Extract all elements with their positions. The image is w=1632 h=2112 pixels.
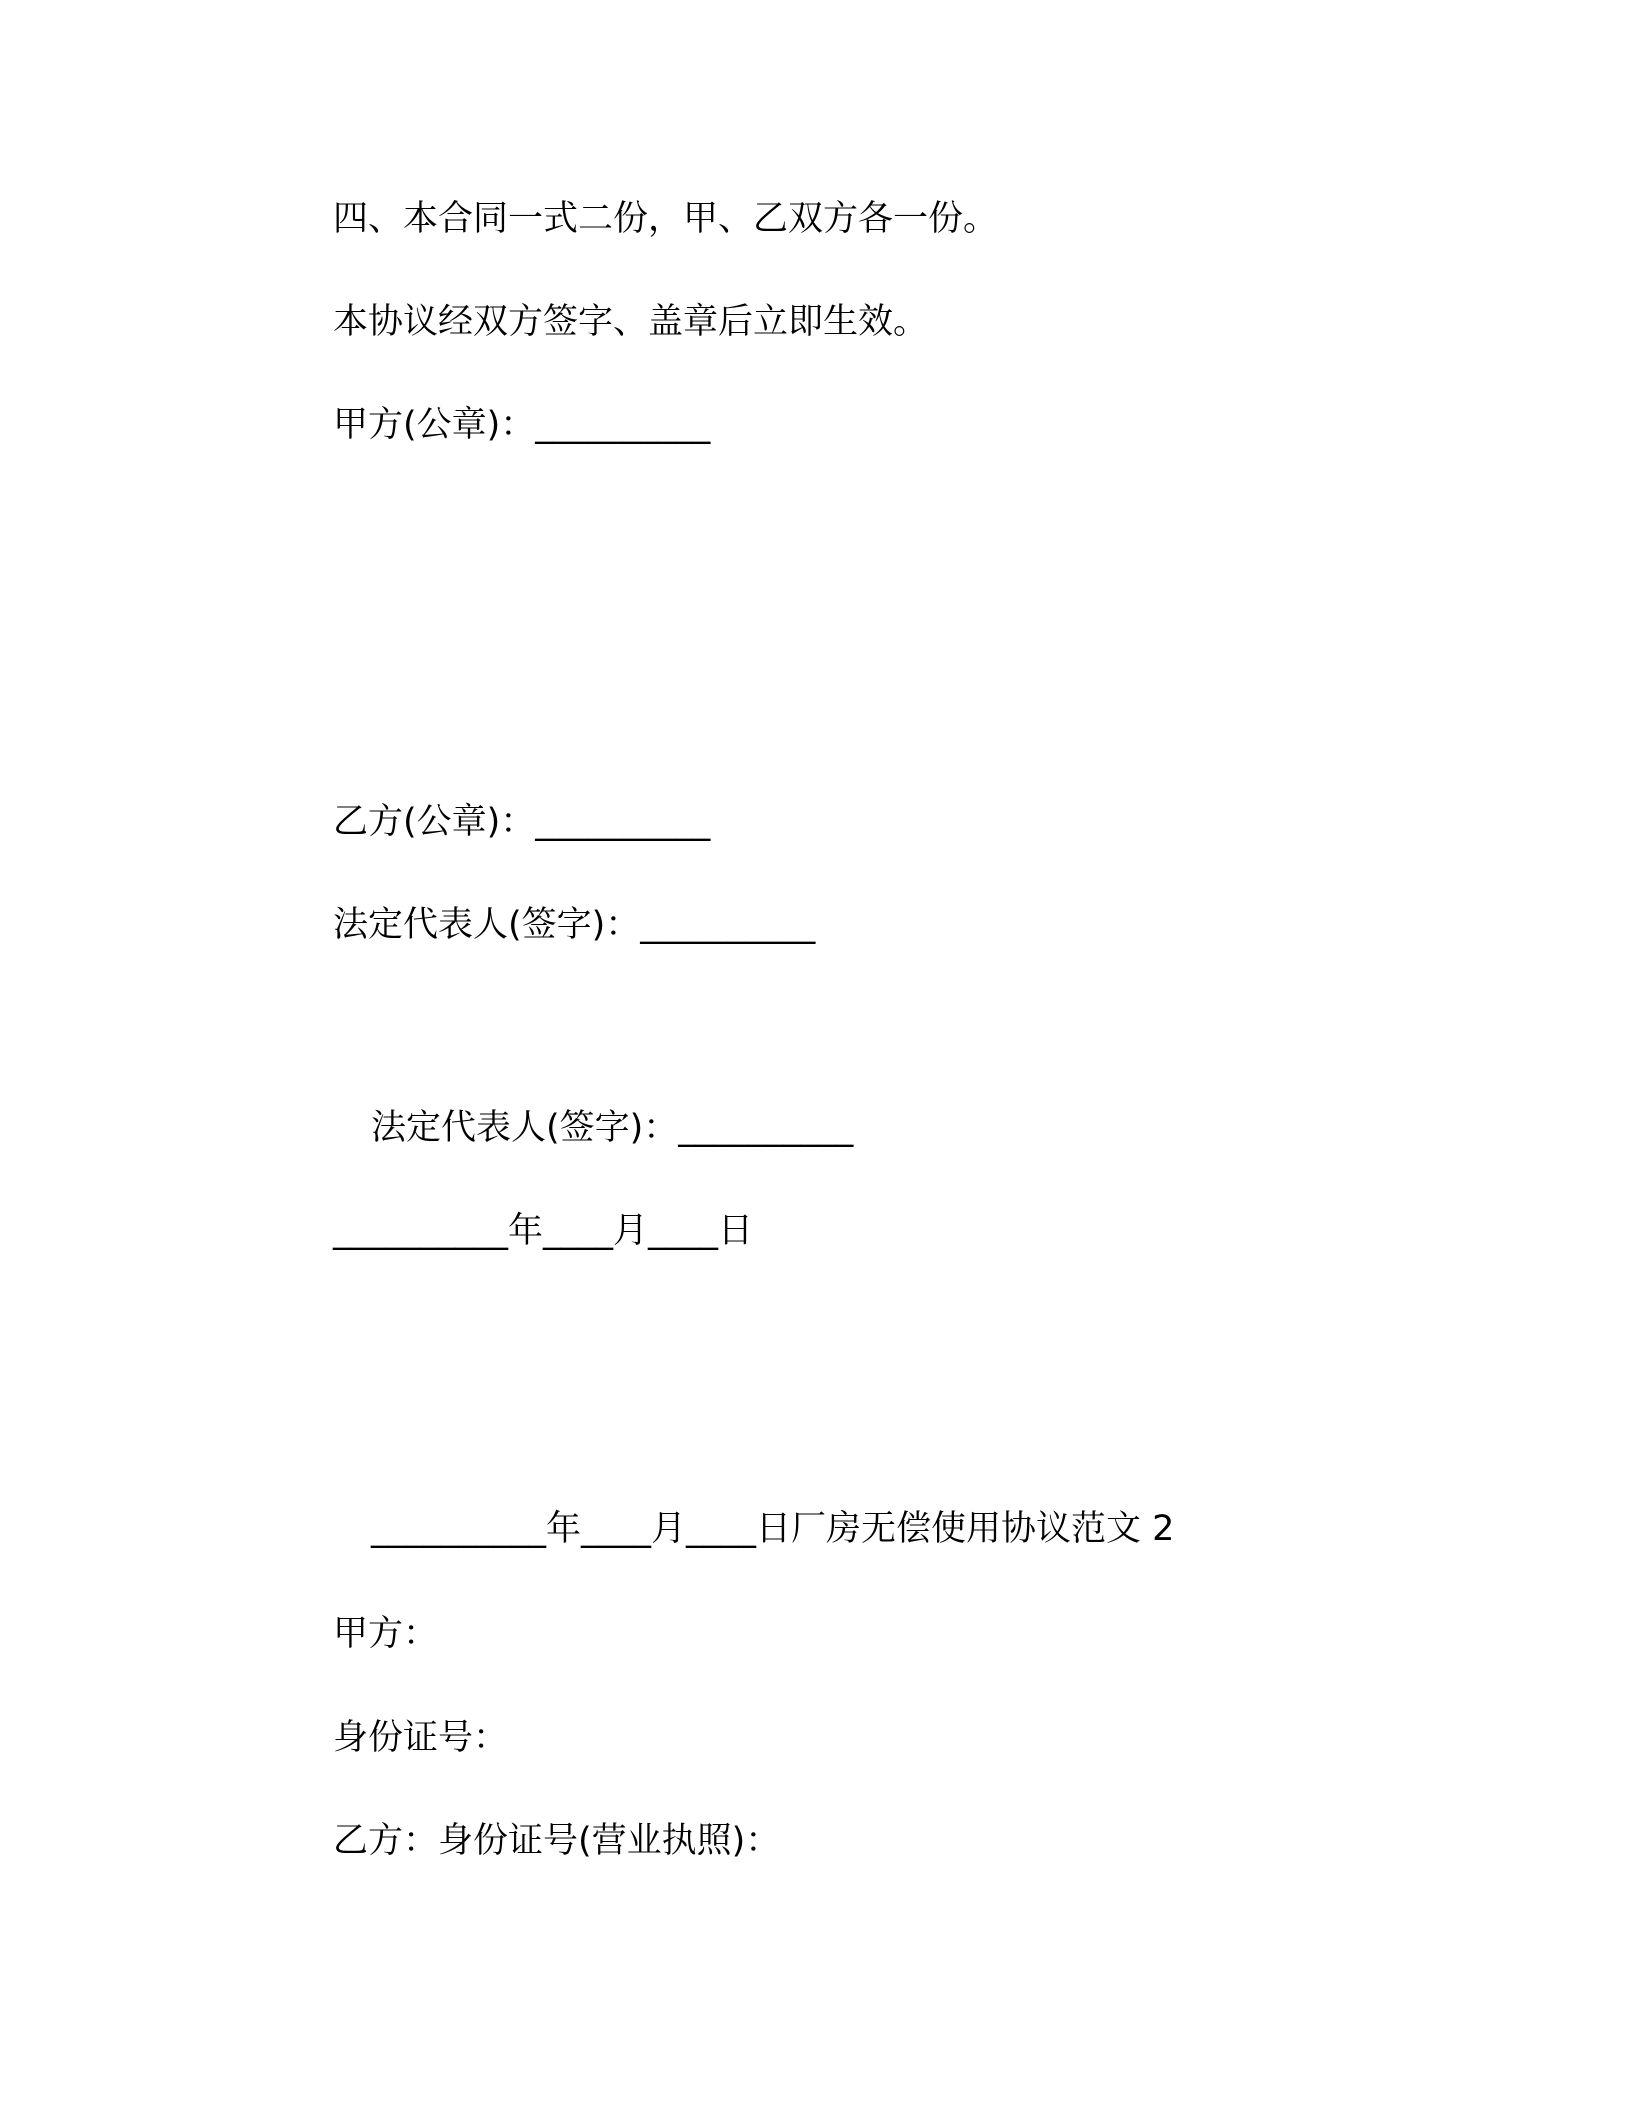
date-line: __________年____月____日: [333, 1211, 754, 1251]
party-a-seal-field: 甲方(公章)：__________: [333, 405, 711, 445]
party-a-label: 甲方：: [333, 1614, 439, 1654]
party-b-id-label: 乙方：身份证号(营业执照)：: [333, 1821, 781, 1861]
effective-statement: 本协议经双方签字、盖章后立即生效。: [333, 302, 929, 342]
legal-rep-signature-field: 法定代表人(签字)：__________: [333, 905, 816, 945]
legal-rep-signature-field-indented: 法定代表人(签字)：__________: [371, 1108, 854, 1148]
id-number-label: 身份证号：: [333, 1718, 509, 1758]
clause-four-text: 四、本合同一式二份，甲、乙双方各一份。: [333, 199, 999, 239]
party-b-seal-field: 乙方(公章)：__________: [333, 802, 711, 842]
agreement-heading: __________年____月____日厂房无偿使用协议范文 2: [371, 1509, 1175, 1549]
